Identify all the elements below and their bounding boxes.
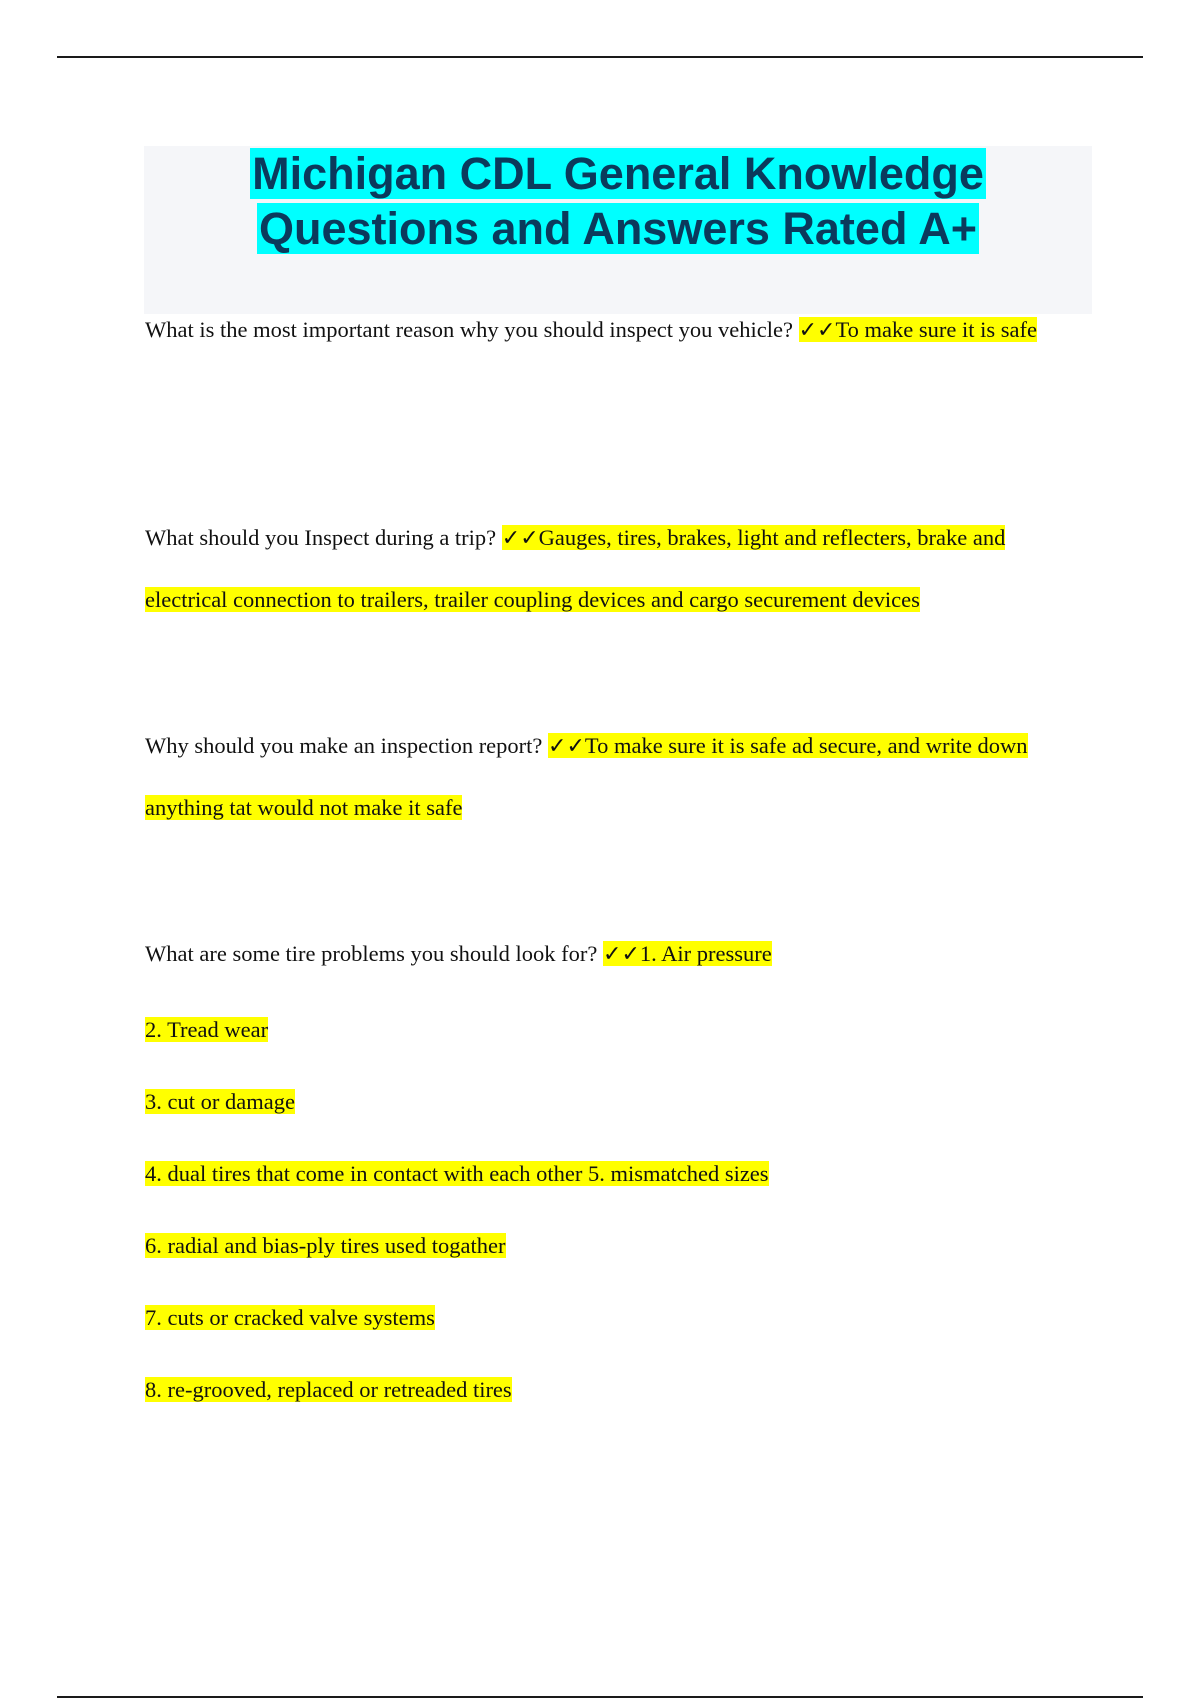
answer-text: 1. Air pressure bbox=[639, 941, 772, 966]
tire-problem-text: 2. Tread wear bbox=[145, 1017, 269, 1042]
list-item bbox=[145, 994, 1085, 1066]
answer-text: To make sure it is safe bbox=[835, 317, 1037, 342]
title-box bbox=[144, 146, 1092, 314]
answer-text: Gauges, tires, brakes, light and reflecters, brake and electrical connection to trailers, trailer coupling devices and cargo securement devices bbox=[145, 525, 1006, 612]
qa-item bbox=[145, 299, 1085, 361]
list-item bbox=[145, 1210, 1085, 1282]
qa-item bbox=[145, 923, 1085, 985]
question-text: What is the most important reason why you should inspect you vehicle? bbox=[145, 317, 793, 342]
document-title bbox=[144, 146, 1092, 256]
answer-text: To make sure it is safe ad secure, and write down anything tat would not make it safe bbox=[145, 733, 1028, 820]
title-line-2: Questions and Answers Rated A+ bbox=[258, 203, 978, 254]
tire-problem-list bbox=[145, 994, 1085, 1426]
title-line-1: Michigan CDL General Knowledge bbox=[252, 148, 984, 199]
tire-problem-text: 3. cut or damage bbox=[145, 1089, 295, 1114]
double-check-icon: ✓✓ bbox=[603, 942, 640, 967]
double-check-icon: ✓✓ bbox=[548, 734, 585, 759]
qa-item bbox=[145, 507, 1085, 630]
tire-problem-text: 8. re-grooved, replaced or retreaded tires bbox=[145, 1377, 512, 1402]
footer-rule bbox=[57, 1696, 1143, 1698]
tire-problem-text: 7. cuts or cracked valve systems bbox=[145, 1305, 435, 1330]
question-text: Why should you make an inspection report? bbox=[145, 733, 543, 758]
double-check-icon: ✓✓ bbox=[798, 318, 836, 343]
question-text: What should you Inspect during a trip? bbox=[145, 525, 497, 550]
qa-item bbox=[145, 715, 1085, 838]
list-item bbox=[145, 1066, 1085, 1138]
question-text: What are some tire problems you should look for? bbox=[145, 941, 598, 966]
tire-problem-text: 6. radial and bias-ply tires used togather bbox=[145, 1233, 506, 1258]
list-item bbox=[145, 1354, 1085, 1426]
answer-highlight bbox=[799, 317, 1037, 342]
tire-problem-text: 4. dual tires that come in contact with each other 5. mismatched sizes bbox=[145, 1161, 769, 1186]
list-item bbox=[145, 1282, 1085, 1354]
header-rule bbox=[57, 56, 1143, 58]
list-item bbox=[145, 1138, 1085, 1210]
double-check-icon: ✓✓ bbox=[501, 526, 539, 551]
answer-highlight bbox=[603, 941, 772, 966]
